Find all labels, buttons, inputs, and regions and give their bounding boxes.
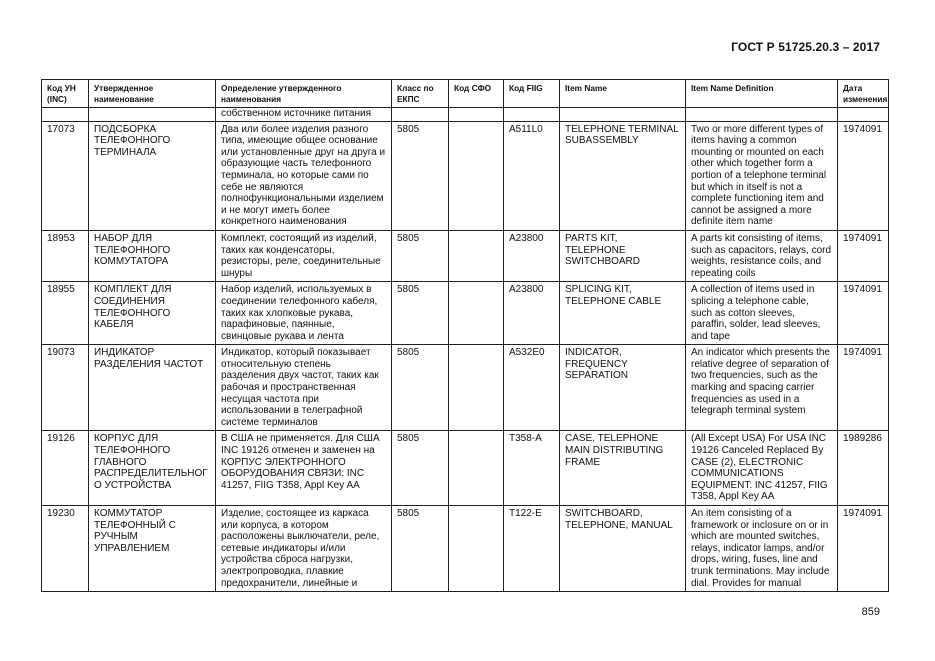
col-header-item-name: Item Name <box>560 80 686 108</box>
cell-empty <box>449 108 504 122</box>
table-row <box>42 282 889 345</box>
col-header-fiig-code: Код FIIG <box>504 80 560 108</box>
cell-change-date: 1974091 <box>838 345 889 431</box>
cell-approved-name: КОММУТАТОР ТЕЛЕФОННЫЙ С РУЧНЫМ УПРАВЛЕНИЕМ <box>89 506 216 592</box>
col-header-change-date: Дата изменения <box>838 80 889 108</box>
cell-approved-name: НАБОР ДЛЯ ТЕЛЕФОННОГО КОММУТАТОРА <box>89 230 216 281</box>
cell-item-name: PARTS KIT, TELEPHONE SWITCHBOARD <box>560 230 686 281</box>
cell-change-date: 1974091 <box>838 506 889 592</box>
cell-ekps-class: 5805 <box>392 506 449 592</box>
continuation-row <box>42 108 889 122</box>
cell-inc: 17073 <box>42 121 89 230</box>
col-header-inc: Код УН (INC) <box>42 80 89 108</box>
cell-definition: Набор изделий, используемых в соединении телефонного кабеля, таких как хлопковые рукава, парафиновые, паянные, свинцовые рукава и лента <box>216 282 392 345</box>
table-row <box>42 506 889 592</box>
col-header-ekps-class: Класс по ЕКПС <box>392 80 449 108</box>
cell-ekps-class: 5805 <box>392 345 449 431</box>
cell-change-date: 1974091 <box>838 230 889 281</box>
cell-item-name-definition: (All Except USA) For USA INC 19126 Canceled Replaced By CASE (2), ELECTRONIC COMMUNICATIONS EQUIPMENT: INC 41257, FIIG T358, Appl Key AA <box>686 431 838 506</box>
cell-approved-name: КОМПЛЕКТ ДЛЯ СОЕДИНЕНИЯ ТЕЛЕФОННОГО КАБЕЛЯ <box>89 282 216 345</box>
cell-empty <box>560 108 686 122</box>
cell-empty <box>686 108 838 122</box>
table-row <box>42 230 889 281</box>
cell-fiig-code: A23800 <box>504 230 560 281</box>
document-code: ГОСТ Р 51725.20.3 – 2017 <box>731 40 880 54</box>
cell-empty <box>42 108 89 122</box>
cell-empty <box>838 108 889 122</box>
cell-inc: 18953 <box>42 230 89 281</box>
cell-change-date: 1974091 <box>838 121 889 230</box>
page-number: 859 <box>861 606 880 618</box>
cell-item-name: INDICATOR, FREQUENCY SEPARATION <box>560 345 686 431</box>
cell-item-name: TELEPHONE TERMINAL SUBASSEMBLY <box>560 121 686 230</box>
cell-approved-name: КОРПУС ДЛЯ ТЕЛЕФОННОГО ГЛАВНОГО РАСПРЕДЕЛИТЕЛЬНОГ О УСТРОЙСТВА <box>89 431 216 506</box>
cell-sfo-code <box>449 282 504 345</box>
cell-definition: Изделие, состоящее из каркаса или корпуса, в котором расположены выключатели, реле, сетевые индикаторы и/или устройства сброса нагрузки, электропроводка, плавкие предохранители, линейные и <box>216 506 392 592</box>
cell-fiig-code: A23800 <box>504 282 560 345</box>
cell-fiig-code: T358-A <box>504 431 560 506</box>
cell-change-date: 1974091 <box>838 282 889 345</box>
cell-sfo-code <box>449 121 504 230</box>
cell-item-name-definition: A collection of items used in splicing a telephone cable, such as cotton sleeves, paraffin, solder, lead sleeves, and tape <box>686 282 838 345</box>
cell-fiig-code: A511L0 <box>504 121 560 230</box>
table-row <box>42 345 889 431</box>
table-row <box>42 431 889 506</box>
cell-sfo-code <box>449 230 504 281</box>
table-row <box>42 121 889 230</box>
cell-empty <box>392 108 449 122</box>
col-header-approved-name: Утвержденное наименование <box>89 80 216 108</box>
cell-item-name: SPLICING KIT, TELEPHONE CABLE <box>560 282 686 345</box>
cell-fiig-code: A532E0 <box>504 345 560 431</box>
cell-item-name-definition: Two or more different types of items having a common mounting or mounted on each other which together form a portion of a telephone terminal but which in itself is not a complete functioning item and cannot be assigned a more definite item name <box>686 121 838 230</box>
cell-definition: Индикатор, который показывает относительную степень разделения двух частот, таких как рабочая и пространственная несущая частота при использовании в телеграфной системе терминалов <box>216 345 392 431</box>
cell-item-name-definition: A parts kit consisting of items, such as capacitors, relays, cord weights, resistance coils, and repeating coils <box>686 230 838 281</box>
col-header-item-name-definition: Item Name Definition <box>686 80 838 108</box>
cell-definition: Комплект, состоящий из изделий, таких как конденсаторы, резисторы, реле, соединительные шнуры <box>216 230 392 281</box>
col-header-definition: Определение утвержденного наименования <box>216 80 392 108</box>
cell-continuation-text: собственном источнике питания <box>216 108 392 122</box>
cell-definition: Два или более изделия разного типа, имеющие общее основание или установленные друг на друга и образующие часть телефонного терминала, но которые сами по себе не являются полнофункциональными изделием и не могут иметь более конкретного наименования <box>216 121 392 230</box>
cell-change-date: 1989286 <box>838 431 889 506</box>
cell-inc: 19073 <box>42 345 89 431</box>
cell-empty <box>504 108 560 122</box>
cell-definition: В США не применяется. Для США INC 19126 отменен и заменен на КОРПУС ЭЛЕКТРОННОГО ОБОРУДОВАНИЯ СВЯЗИ: INC 41257, FIIG T358, Appl Key AA <box>216 431 392 506</box>
cell-approved-name: ИНДИКАТОР РАЗДЕЛЕНИЯ ЧАСТОТ <box>89 345 216 431</box>
cell-approved-name: ПОДСБОРКА ТЕЛЕФОННОГО ТЕРМИНАЛА <box>89 121 216 230</box>
cell-item-name-definition: An indicator which presents the relative degree of separation of two frequencies, such as the marking and spacing carrier frequencies as used in a telegraph terminal system <box>686 345 838 431</box>
cell-item-name-definition: An item consisting of a framework or inclosure on or in which are mounted switches, relays, indicator lamps, and/or drops, wiring, fuses, line and trunk terminations. May include dial. Provides for manual <box>686 506 838 592</box>
cell-ekps-class: 5805 <box>392 121 449 230</box>
cell-sfo-code <box>449 431 504 506</box>
cell-empty <box>89 108 216 122</box>
table-header-row <box>42 80 889 108</box>
cell-fiig-code: T122-E <box>504 506 560 592</box>
cell-item-name: CASE, TELEPHONE MAIN DISTRIBUTING FRAME <box>560 431 686 506</box>
item-names-table <box>41 79 889 592</box>
cell-ekps-class: 5805 <box>392 230 449 281</box>
col-header-sfo-code: Код СФО <box>449 80 504 108</box>
cell-ekps-class: 5805 <box>392 282 449 345</box>
cell-inc: 19126 <box>42 431 89 506</box>
cell-item-name: SWITCHBOARD, TELEPHONE, MANUAL <box>560 506 686 592</box>
cell-inc: 19230 <box>42 506 89 592</box>
cell-ekps-class: 5805 <box>392 431 449 506</box>
cell-inc: 18955 <box>42 282 89 345</box>
cell-sfo-code <box>449 506 504 592</box>
cell-sfo-code <box>449 345 504 431</box>
